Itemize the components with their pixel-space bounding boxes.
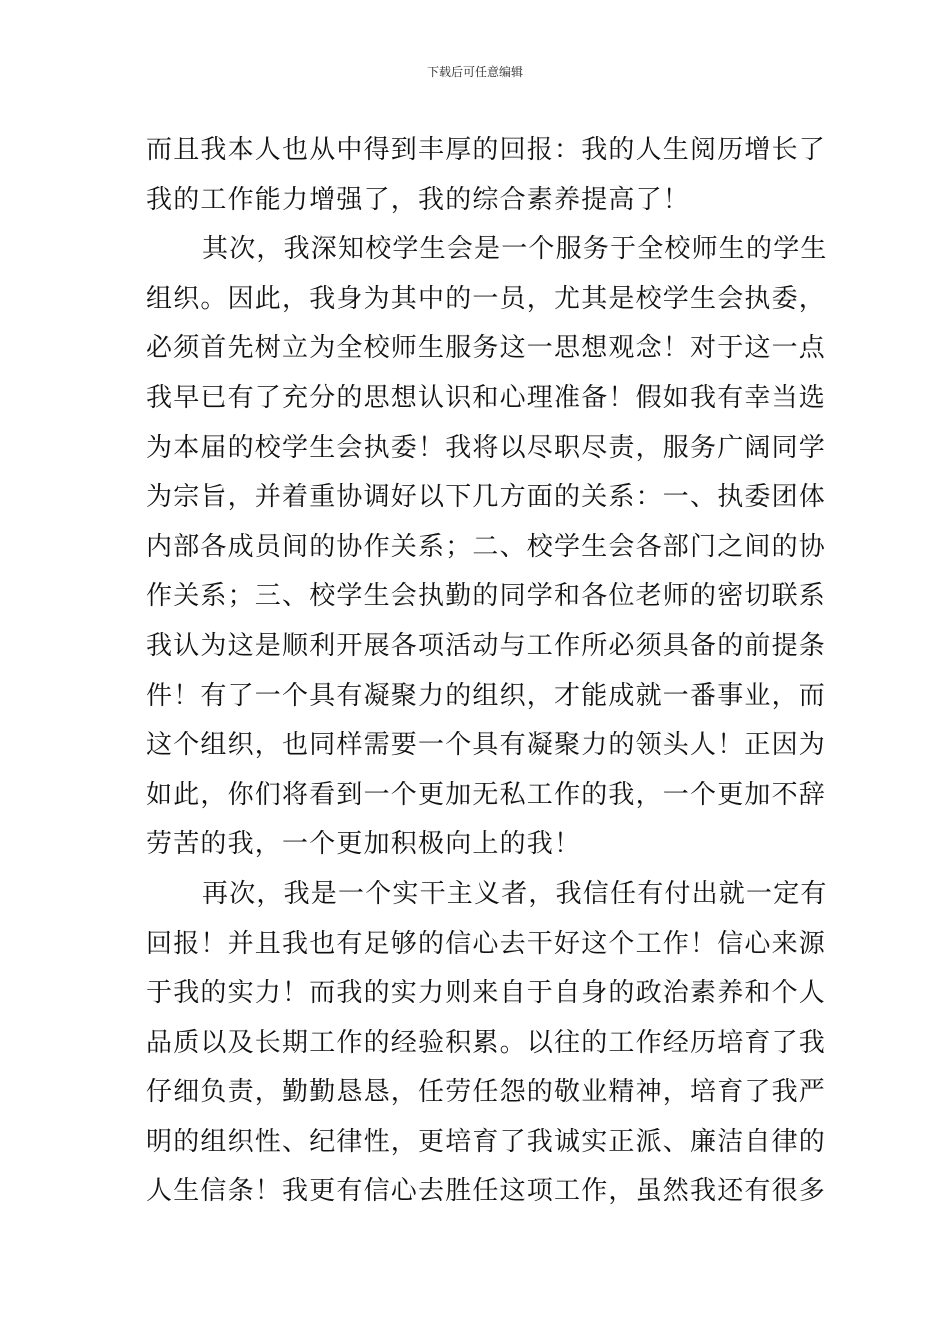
paragraph-start-line: 再次，我是一个实干主义者，我信任有付出就一定有 <box>202 878 828 909</box>
document-body <box>146 126 828 1217</box>
text-line: 如此，你们将看到一个更加无私工作的我，一个更加不辞 <box>146 779 827 810</box>
text-line: 人生信条！我更有信心去胜任这项工作，虽然我还有很多 <box>146 1176 827 1207</box>
text-line: 我认为这是顺利开展各项活动与工作所必须具备的前提条 <box>146 630 827 661</box>
text-line: 作关系；三、校学生会执勤的同学和各位老师的密切联系 <box>146 581 827 612</box>
text-line: 这个组织，也同样需要一个具有凝聚力的领头人！正因为 <box>146 730 827 761</box>
text-line: 劳苦的我，一个更加积极向上的我！ <box>146 829 582 860</box>
text-line: 而且我本人也从中得到丰厚的回报：我的人生阅历增长了 <box>146 135 827 165</box>
text-line: 品质以及长期工作的经验积累。以往的工作经历培育了我 <box>146 1027 827 1058</box>
text-line: 必须首先树立为全校师生服务这一思想观念！对于这一点 <box>146 333 827 364</box>
text-line: 我的工作能力增强了，我的综合素养提高了！ <box>146 184 691 215</box>
paragraph-start-line: 其次，我深知校学生会是一个服务于全校师生的学生 <box>202 234 828 265</box>
text-line: 为本届的校学生会执委！我将以尽职尽责，服务广阔同学 <box>146 432 827 463</box>
text-line: 我早已有了充分的思想认识和心理准备！假如我有幸当选 <box>146 382 827 413</box>
text-line: 仔细负责，勤勤恳恳，任劳任怨的敬业精神，培育了我严 <box>146 1077 827 1108</box>
text-line: 明的组织性、纪律性，更培育了我诚实正派、廉洁自律的 <box>146 1126 827 1157</box>
text-line: 件！有了一个具有凝聚力的组织，才能成就一番事业，而 <box>146 680 827 711</box>
text-line: 为宗旨，并着重协调好以下几方面的关系：一、执委团体 <box>146 482 827 513</box>
text-line: 回报！并且我也有足够的信心去干好这个工作！信心来源 <box>146 928 827 959</box>
text-line: 组织。因此，我身为其中的一员，尤其是校学生会执委， <box>146 283 827 314</box>
text-line: 于我的实力！而我的实力则来自于自身的政治素养和个人 <box>146 978 827 1009</box>
text-line: 内部各成员间的协作关系；二、校学生会各部门之间的协 <box>146 531 827 562</box>
page-header: 下载后可任意编辑 <box>426 65 523 79</box>
